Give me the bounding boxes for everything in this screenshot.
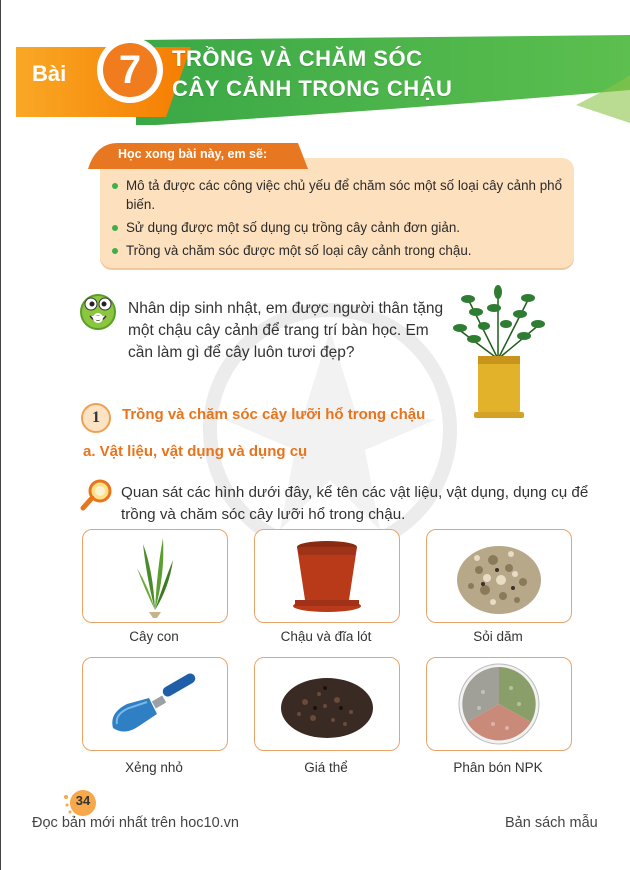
task-instruction: Quan sát các hình dưới đây, kể tên các vật liệu, vật dụng, dụng cụ để trồng và chăm sóc cây lưỡi hổ trong chậu. bbox=[121, 484, 589, 523]
item-label: Phân bón NPK bbox=[453, 760, 543, 775]
magnifier-icon bbox=[80, 478, 112, 512]
item-label: Giá thể bbox=[304, 760, 348, 775]
page-left-border bbox=[0, 0, 1, 870]
subsection-title: a. Vật liệu, vật dụng và dụng cụ bbox=[83, 443, 308, 460]
lesson-number: 7 bbox=[103, 43, 157, 97]
item-card-gravel bbox=[426, 529, 572, 623]
section-number-badge: 1 bbox=[81, 403, 111, 433]
objective-item: Trồng và chăm sóc được một số loại cây cảnh trong chậu. bbox=[112, 241, 567, 260]
item-card-soil bbox=[254, 657, 400, 751]
bullet-icon bbox=[112, 248, 118, 254]
lesson-title-line1: TRỒNG VÀ CHĂM SÓC bbox=[172, 46, 423, 71]
bullet-icon bbox=[112, 183, 118, 189]
item-label: Sỏi dăm bbox=[473, 629, 523, 644]
zz-plant-pot-image bbox=[448, 284, 548, 424]
fertilizer-icon bbox=[427, 658, 571, 750]
item-card-pot bbox=[254, 529, 400, 623]
item-card-fertilizer bbox=[426, 657, 572, 751]
section-title: Trồng và chăm sóc cây lưỡi hổ trong chậu bbox=[122, 406, 426, 423]
lesson-title-line2: CÂY CẢNH TRONG CHẬU bbox=[172, 76, 453, 101]
intro-question: Nhân dịp sinh nhật, em được người thân tặng một chậu cây cảnh để trang trí bàn học. Em cần làm gì để cây luôn tươi đẹp? bbox=[128, 300, 444, 361]
page-number: 34 bbox=[75, 793, 91, 808]
objectives-heading: Học xong bài này, em sẽ: bbox=[118, 147, 268, 161]
pot-icon bbox=[255, 530, 399, 622]
footer-sample-label: Bản sách mẫu bbox=[505, 815, 598, 831]
item-label: Cây con bbox=[129, 629, 179, 644]
item-label: Xẻng nhỏ bbox=[125, 760, 183, 775]
smiling-face-icon bbox=[78, 290, 118, 332]
item-card-seedling bbox=[82, 529, 228, 623]
trowel-icon bbox=[83, 658, 227, 750]
gravel-icon bbox=[427, 530, 571, 622]
objectives-list bbox=[112, 176, 567, 264]
item-card-trowel bbox=[82, 657, 228, 751]
soil-icon bbox=[255, 658, 399, 750]
footer-source-text: Đọc bản mới nhất trên hoc10.vn bbox=[32, 815, 239, 831]
bullet-icon bbox=[112, 225, 118, 231]
lesson-label: Bài bbox=[32, 61, 67, 86]
seedling-icon bbox=[83, 530, 227, 622]
objective-item: Mô tả được các công việc chủ yếu để chăm sóc một số loại cây cảnh phổ biến. bbox=[112, 176, 567, 214]
objective-item: Sử dụng được một số dụng cụ trồng cây cảnh đơn giản. bbox=[112, 218, 567, 237]
item-label: Chậu và đĩa lót bbox=[280, 629, 372, 644]
